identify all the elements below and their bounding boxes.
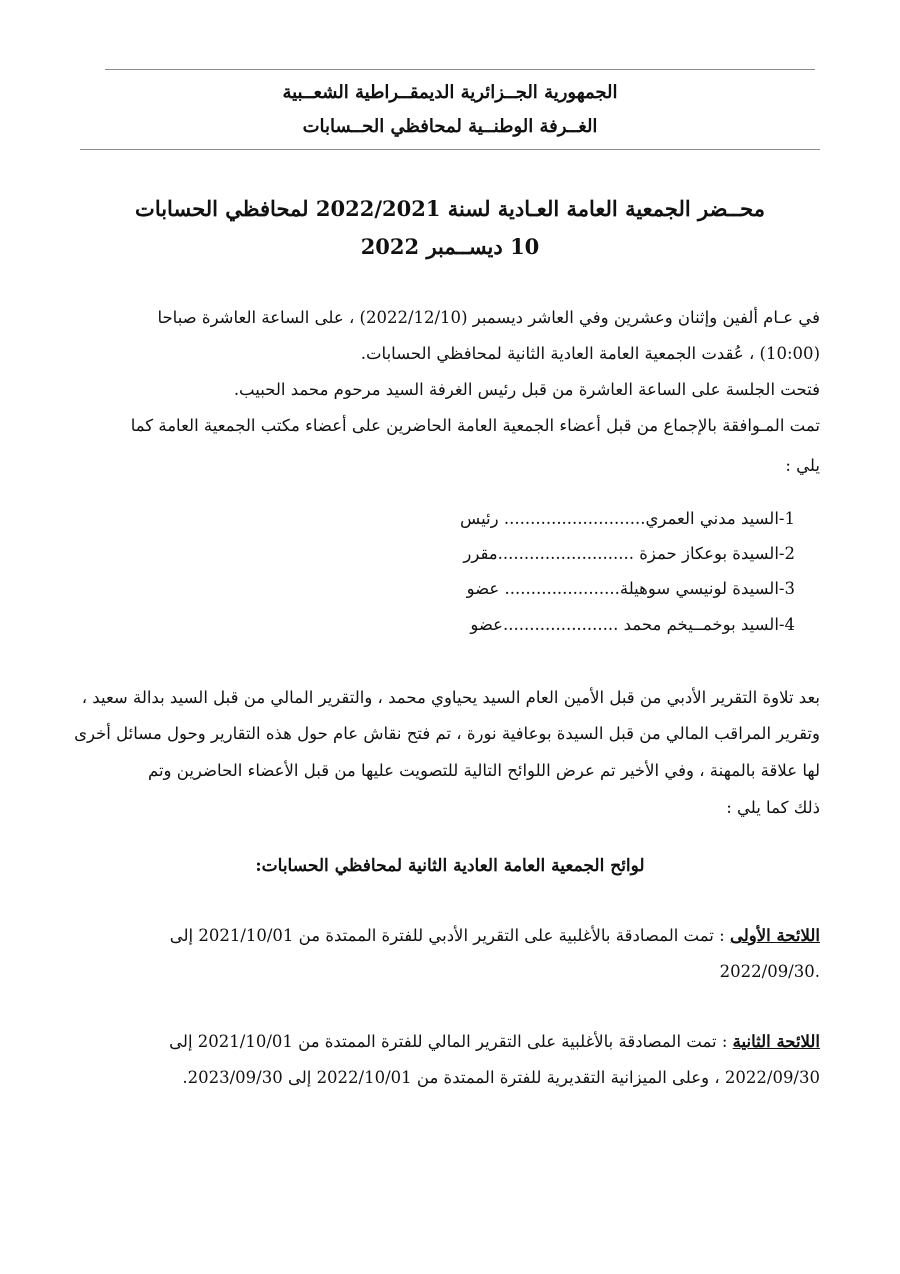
reports-paragraph-line: وتقرير المراقب المالي من قبل السيدة بوعافية نورة ، تم فتح نقاش عام حول هذه التقارير وحول مسائل أخرى bbox=[74, 724, 820, 743]
bureau-approval-line: يلي : bbox=[785, 456, 820, 475]
resolution-1-label: اللائحة الأولى bbox=[729, 926, 820, 945]
resolution-1-line: .2022/09/30 bbox=[719, 962, 820, 981]
resolutions-heading: لوائح الجمعية العامة العادية الثانية لمحافظي الحسابات: bbox=[255, 856, 645, 876]
resolution-1-text: : تمت المصادقة بالأغلبية على التقرير الأدبي للفترة الممتدة من 2021/10/01 إلى bbox=[169, 926, 730, 945]
document-date: 10 ديســمبر 2022 bbox=[360, 234, 540, 259]
session-opening: فتحت الجلسة على الساعة العاشرة من قبل رئيس الغرفة السيد مرحوم محمد الحبيب. bbox=[233, 380, 820, 399]
bureau-member-item: 3-السيدة لونيسي سوهيلة...................... عضو bbox=[466, 579, 795, 598]
bureau-member-item: 4-السيد بوخمــيخم محمد ......................عضو bbox=[470, 615, 795, 634]
resolution-2-line bbox=[80, 1032, 820, 1051]
resolution-2-label: اللائحة الثانية bbox=[732, 1032, 820, 1051]
intro-paragraph-line: (10:00) ، عُقدت الجمعية العامة العادية الثانية لمحافظي الحسابات. bbox=[360, 344, 820, 363]
resolution-1-line bbox=[80, 926, 820, 945]
resolution-2-line: 2022/09/30 ، وعلى الميزانية التقديرية للفترة الممتدة من 2022/10/01 إلى 2023/09/30. bbox=[182, 1068, 820, 1087]
reports-paragraph-line: ذلك كما يلي : bbox=[726, 798, 820, 817]
intro-paragraph-line: في عـام ألفين وإثنان وعشرين وفي العاشر ديسمبر (2022/12/10) ، على الساعة العاشرة صباحا bbox=[157, 308, 820, 327]
header-top-rule bbox=[105, 69, 815, 70]
bureau-member-item: 2-السيدة بوعكاز حمزة ..........................مقرر bbox=[463, 544, 795, 563]
bureau-approval-line: تمت المـوافقة بالإجماع من قبل أعضاء الجمعية العامة الحاضرين على أعضاء مكتب الجمعية العامة كما bbox=[130, 416, 820, 435]
resolution-2-text: : تمت المصادقة بالأغلبية على التقرير المالي للفترة الممتدة من 2021/10/01 إلى bbox=[169, 1032, 733, 1051]
header-bottom-rule bbox=[80, 149, 820, 150]
chamber-name: الغــرفة الوطنــية لمحافظي الحــسابات bbox=[302, 116, 598, 137]
republic-name: الجمهورية الجــزائرية الديمقــراطية الشعــبية bbox=[282, 82, 618, 103]
bureau-member-item: 1-السيد مدني العمري........................... رئيس bbox=[460, 509, 795, 528]
reports-paragraph-line: بعد تلاوة التقرير الأدبي من قبل الأمين العام السيد يحياوي محمد ، والتقرير المالي من قبل السيد بدالة سعيد ، bbox=[81, 688, 820, 707]
reports-paragraph-line: لها علاقة بالمهنة ، وفي الأخير تم عرض اللوائح التالية للتصويت عليها من قبل الأعضاء الحاضرين وتم bbox=[147, 761, 820, 780]
document-title: محــضر الجمعية العامة العـادية لسنة 2022/2021 لمحافظي الحسابات bbox=[135, 196, 765, 221]
